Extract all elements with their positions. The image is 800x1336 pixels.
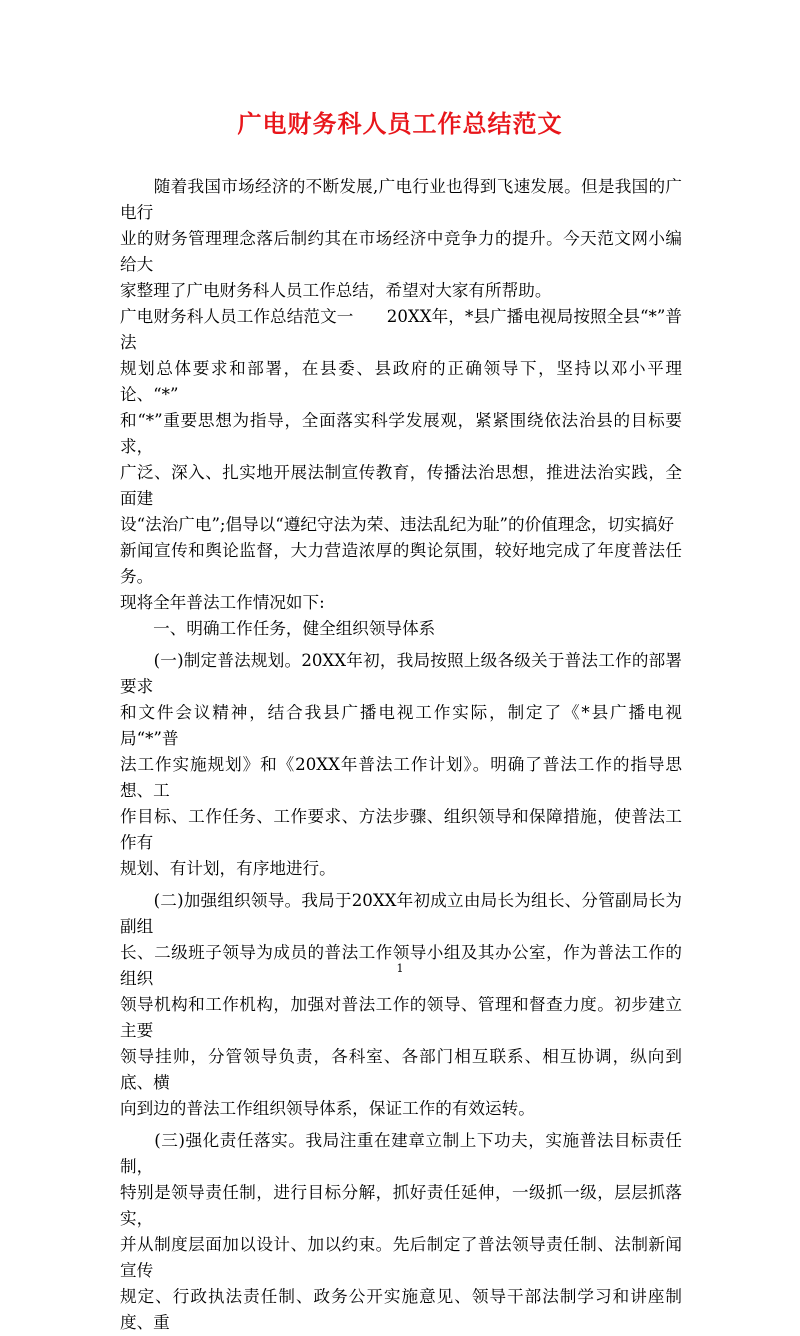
text-line: 领导机构和工作机构，加强对普法工作的领导、管理和督查力度。初步建立主要: [120, 995, 682, 1040]
page-number: 1: [396, 962, 404, 975]
text-line: 规划、有计划，有序地进行。: [120, 859, 336, 878]
text-line: 广泛、深入、扎实地开展法制宣传教育，传播法治思想，推进法治实践，全面建: [120, 463, 682, 508]
text-line: (一)制定普法规划。20XX年初，我局按照上级各级关于普法工作的部署要求: [120, 651, 682, 696]
text-line: 法工作实施规划》和《20XX年普法工作计划》。明确了普法工作的指导思想、工: [120, 755, 682, 800]
text-line: 家整理了广电财务科人员工作总结，希望对大家有所帮助。: [120, 281, 552, 300]
text-line: 设“法治广电”;倡导以“遵纪守法为荣、违法乱纪为耻”的价值理念，切实搞好: [120, 515, 674, 534]
text-line: 长、二级班子领导为成员的普法工作领导小组及其办公室，作为普法工作的组织: [120, 943, 682, 988]
document-body: [120, 174, 682, 1336]
text-line: 领导挂帅，分管领导负责，各科室、各部门相互联系、相互协调，纵向到底、横: [120, 1047, 682, 1092]
text-line: 现将全年普法工作情况如下:: [120, 593, 325, 612]
section-heading: 一、明确工作任务，健全组织领导体系: [120, 619, 436, 638]
text-line: 并从制度层面加以设计、加以约束。先后制定了普法领导责任制、法制新闻宣传: [120, 1235, 682, 1280]
text-line: 随着我国市场经济的不断发展,广电行业也得到飞速发展。但是我国的广电行: [120, 177, 682, 222]
text-line: (二)加强组织领导。我局于20XX年初成立由局长为组长、分管副局长为副组: [120, 891, 682, 936]
text-line: 业的财务管理理念落后制约其在市场经济中竞争力的提升。今天范文网小编给大: [120, 229, 682, 274]
text-line: 和“*”重要思想为指导，全面落实科学发展观，紧紧围绕依法治县的目标要求，: [120, 411, 682, 456]
text-line: 规定、行政执法责任制、政务公开实施意见、领导干部法制学习和讲座制度、重: [120, 1287, 682, 1332]
text-line: 新闻宣传和舆论监督，大力营造浓厚的舆论氛围，较好地完成了年度普法任务。: [120, 541, 682, 586]
text-line: 向到边的普法工作组织领导体系，保证工作的有效运转。: [120, 1099, 535, 1118]
text-line: (三)强化责任落实。我局注重在建章立制上下功夫，实施普法目标责任制，: [120, 1131, 682, 1176]
document-title: 广电财务科人员工作总结范文: [237, 110, 563, 138]
text-line: 和文件会议精神，结合我县广播电视工作实际，制定了《*县广播电视局“*”普: [120, 703, 682, 748]
text-line: 规划总体要求和部署，在县委、县政府的正确领导下，坚持以邓小平理论、“*”: [120, 359, 682, 404]
text-line: 广电财务科人员工作总结范文一 20XX年，*县广播电视局按照全县“*”普法: [120, 307, 682, 352]
text-line: 作目标、工作任务、工作要求、方法步骤、组织领导和保障措施，使普法工作有: [120, 807, 682, 852]
text-line: 特别是领导责任制，进行目标分解，抓好责任延伸，一级抓一级，层层抓落实，: [120, 1183, 682, 1228]
